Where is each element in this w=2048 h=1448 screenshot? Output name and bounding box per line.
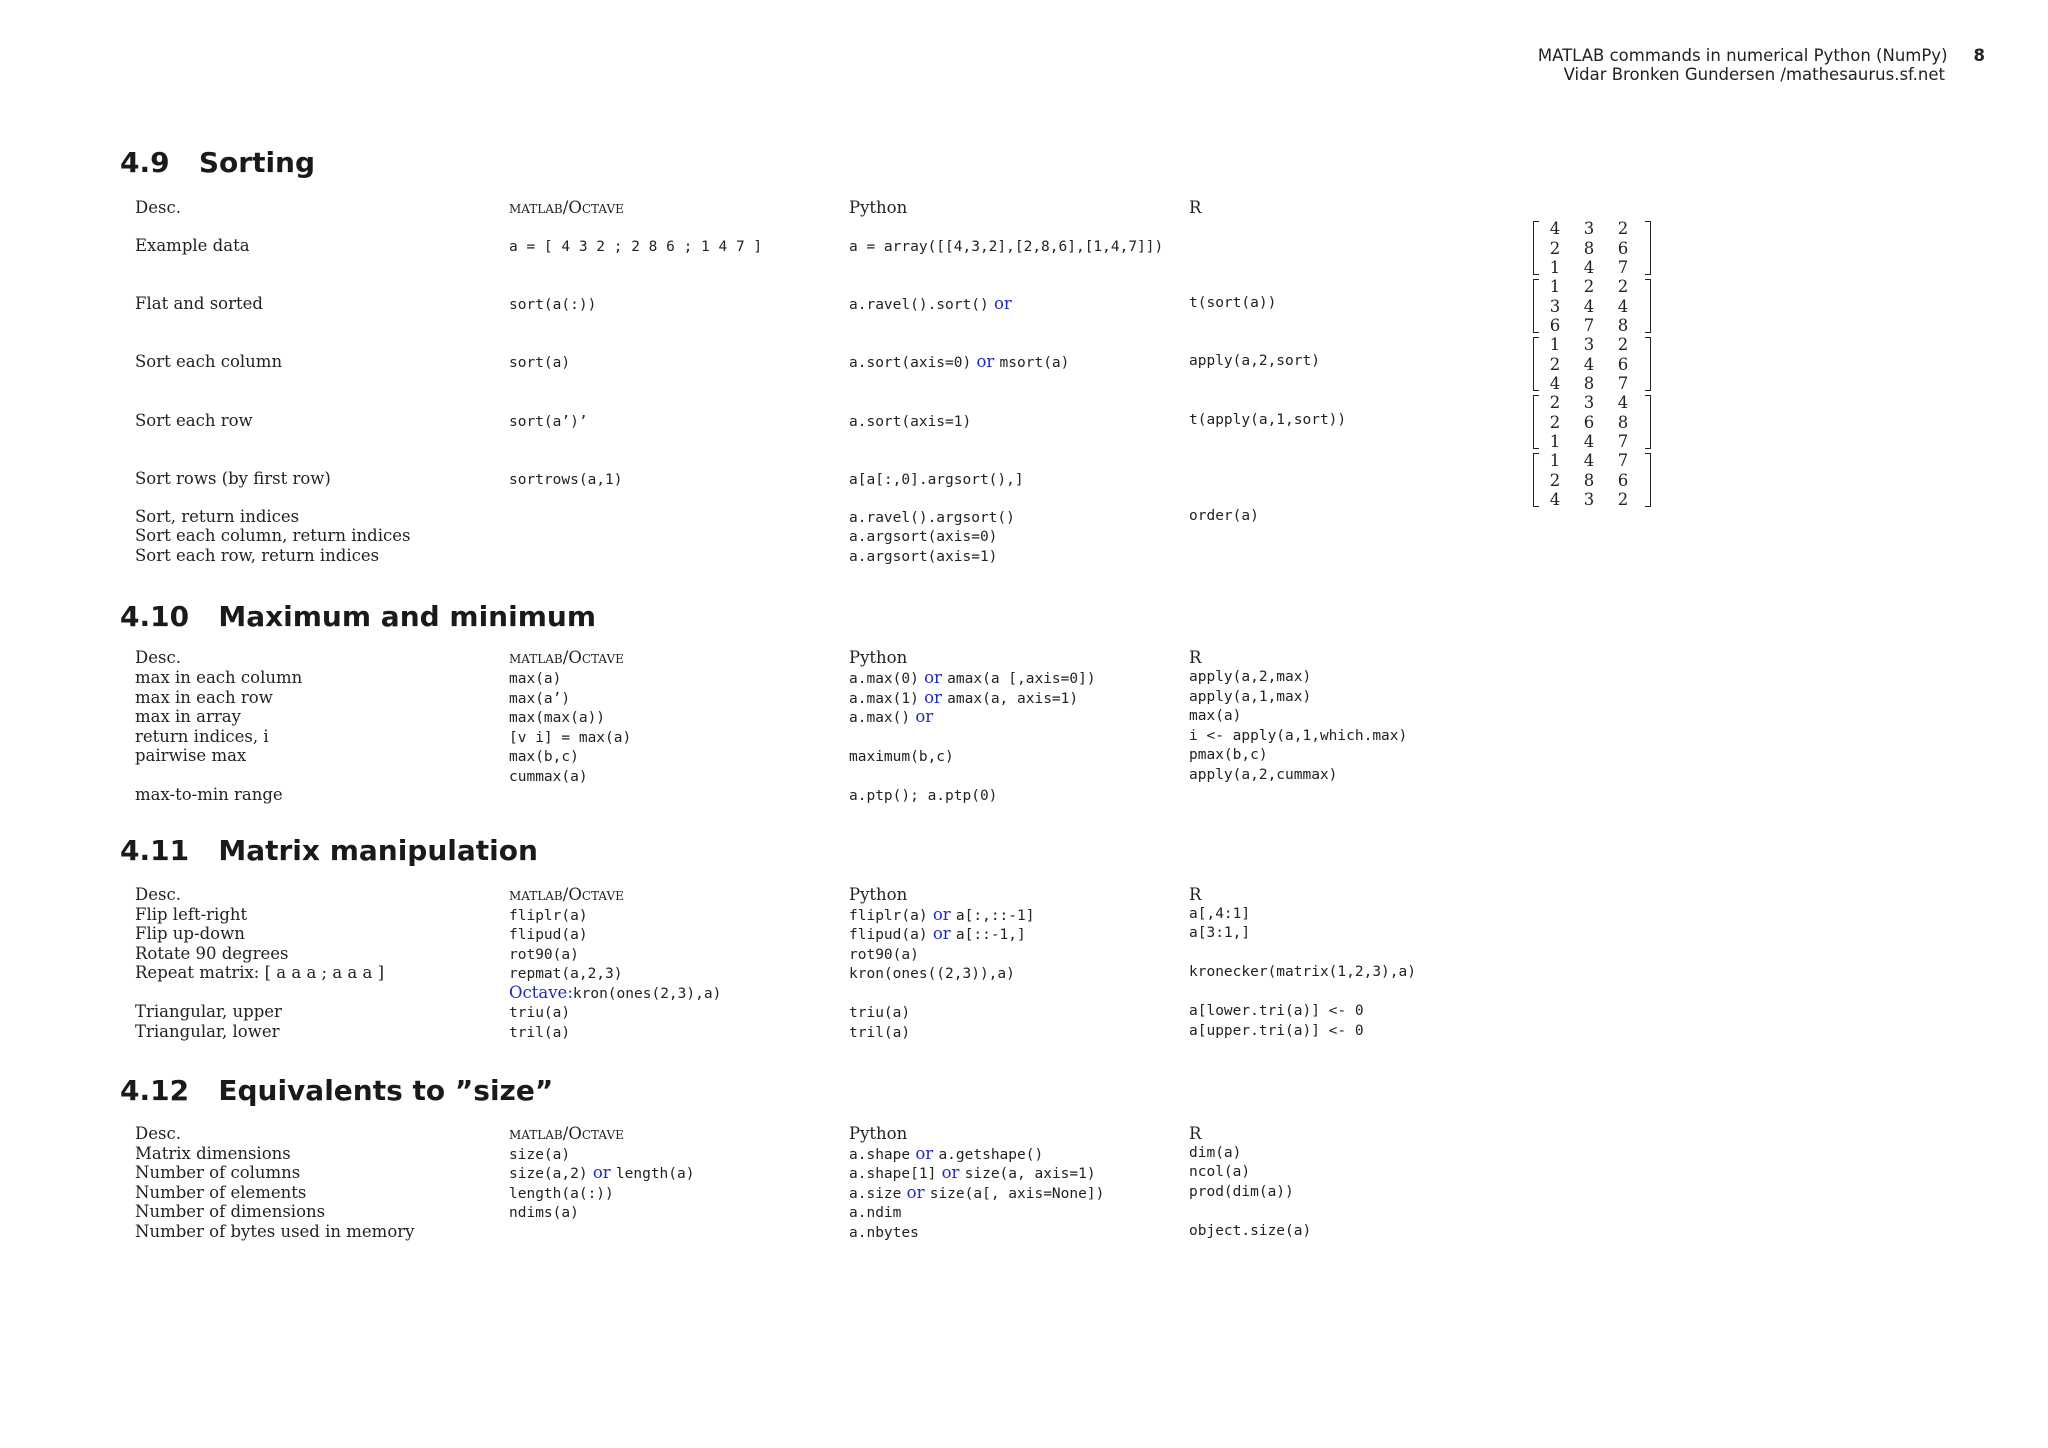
left-bracket (1533, 395, 1539, 449)
row-description: return indices, i (135, 727, 269, 746)
r-command: a[3:1,] (1189, 925, 1251, 941)
left-bracket (1533, 221, 1539, 275)
matrix-cell: 7 (1583, 316, 1595, 335)
matlab-code: sortrows(a,1) (509, 472, 623, 488)
section-title: Maximum and minimum (218, 600, 597, 633)
matlab-code: flipud(a) (509, 927, 588, 943)
r-command: a[lower.tri(a)] <- 0 (1189, 1003, 1364, 1019)
matrix-cell: 2 (1549, 393, 1561, 412)
row-description: Flat and sorted (135, 294, 263, 313)
python-command (849, 469, 1024, 491)
r-command: pmax(b,c) (1189, 747, 1268, 763)
matlab-code: kron(ones(2,3),a) (572, 986, 722, 1002)
matrix-cell: 3 (1583, 490, 1595, 509)
matrix-cell: 2 (1617, 219, 1629, 238)
result-matrix (1533, 219, 1651, 277)
matrix-cell: 1 (1549, 335, 1561, 354)
row-description: Number of dimensions (135, 1202, 326, 1221)
matrix-cell: 4 (1549, 374, 1561, 393)
matrix-cell: 4 (1583, 432, 1595, 451)
right-bracket (1645, 221, 1651, 275)
matrix-row (1545, 297, 1635, 317)
r-command: i <- apply(a,1,which.max) (1189, 728, 1408, 744)
matrix-row (1545, 355, 1635, 375)
python-code: kron(ones((2,3)),a) (849, 966, 1015, 982)
section-heading (120, 834, 538, 868)
matlab-code: max(a) (509, 671, 562, 687)
matrix-cell: 8 (1583, 238, 1595, 258)
matrix-cell: 2 (1549, 354, 1561, 374)
col-header-desc: Desc. (135, 1124, 181, 1143)
matlab-command (509, 411, 588, 433)
row-description: Sort each column (135, 352, 283, 371)
matlab-command (509, 1022, 570, 1044)
col-header-python: Python (849, 885, 908, 904)
python-code: a.shape[1] (849, 1166, 937, 1182)
matlab-code: max(max(a)) (509, 710, 606, 726)
col-header-r: R (1189, 885, 1202, 904)
python-code: a.max(1) (849, 691, 919, 707)
header-author: Vidar Bronken Gundersen /mathesaurus.sf.net (1563, 65, 1945, 84)
col-header-desc: Desc. (135, 198, 181, 217)
row-description: Sort rows (by first row) (135, 469, 331, 488)
right-bracket (1645, 279, 1651, 333)
r-command: a[upper.tri(a)] <- 0 (1189, 1023, 1364, 1039)
matlab-code: sort(a(:)) (509, 297, 597, 313)
col-header-matlab: matlab/Octave (509, 198, 624, 217)
matlab-code: cummax(a) (509, 769, 588, 785)
python-code: a = array([[4,3,2],[2,8,6],[1,4,7]]) (849, 239, 1164, 255)
left-bracket (1533, 337, 1539, 391)
matrix-row (1545, 432, 1635, 452)
row-description: Sort, return indices (135, 507, 300, 526)
col-header-python: Python (849, 1124, 908, 1143)
col-header-r: R (1189, 648, 1202, 667)
section-4-9 (120, 146, 1347, 565)
matlab-code-alt: length(a) (615, 1166, 695, 1182)
or-label: or (932, 905, 951, 924)
matrix-cell: 3 (1583, 219, 1595, 238)
matlab-code: size(a) (509, 1147, 571, 1163)
python-command (849, 924, 1026, 946)
row-description: Example data (135, 236, 250, 255)
matrix-cell: 2 (1549, 238, 1561, 258)
col-header-matlab: matlab/Octave (509, 885, 624, 904)
python-code: triu(a) (849, 1005, 911, 1021)
row-description: pairwise max (135, 746, 247, 765)
matrix-cell: 6 (1617, 354, 1629, 374)
python-code-alt: a.getshape() (938, 1147, 1044, 1163)
matrix-cell: 6 (1617, 238, 1629, 258)
matrix-cell: 4 (1583, 451, 1595, 470)
matrix-cell: 1 (1549, 277, 1561, 296)
matrix-cell: 8 (1583, 374, 1595, 393)
matrix-cell: 1 (1549, 258, 1561, 277)
matrix-cell: 6 (1617, 470, 1629, 490)
page-header (1538, 46, 1985, 84)
python-code-alt: amax(a [,axis=0]) (947, 671, 1096, 687)
matlab-command (509, 1163, 694, 1185)
r-command: dim(a) (1189, 1145, 1242, 1161)
matrix-cell: 2 (1617, 277, 1629, 296)
matrix-cell: 3 (1583, 335, 1595, 354)
python-command (849, 236, 1163, 258)
row-description: Repeat matrix: [ a a a ; a a a ] (135, 963, 385, 982)
matlab-command (509, 766, 588, 788)
matrix-cell: 2 (1549, 412, 1561, 432)
matlab-code: sort(a’)’ (509, 414, 588, 430)
matlab-code: ndims(a) (509, 1205, 579, 1221)
python-command (849, 526, 997, 548)
matrix-cell: 4 (1549, 490, 1561, 509)
result-matrix (1533, 393, 1651, 451)
matrix-cell: 6 (1549, 316, 1561, 335)
python-command (849, 746, 954, 768)
python-command (849, 785, 997, 807)
matrix-cell: 4 (1583, 354, 1595, 374)
matlab-code: sort(a) (509, 355, 571, 371)
row-description: Sort each row, return indices (135, 546, 380, 565)
matrix-cell: 2 (1549, 470, 1561, 490)
matrix-row (1545, 451, 1635, 471)
or-label: or (932, 924, 951, 943)
matrix-cell: 4 (1583, 296, 1595, 316)
matrix-cell: 7 (1617, 451, 1629, 470)
matlab-code: repmat(a,2,3) (509, 966, 623, 982)
python-code: a.shape (849, 1147, 911, 1163)
matrix-cell: 7 (1617, 374, 1629, 393)
matlab-command (509, 469, 623, 491)
col-header-python: Python (849, 198, 908, 217)
python-code: a.ravel().argsort() (849, 510, 1015, 526)
or-label: or (915, 1144, 934, 1163)
col-header-matlab: matlab/Octave (509, 648, 624, 667)
octave-label: Octave: (509, 983, 573, 1002)
section-title: Matrix manipulation (218, 834, 538, 867)
python-command (849, 294, 1012, 316)
r-command: kronecker(matrix(1,2,3),a) (1189, 964, 1416, 980)
or-label: or (592, 1163, 611, 1182)
python-code: maximum(b,c) (849, 749, 954, 765)
matlab-code: fliplr(a) (509, 908, 588, 924)
row-description: Number of bytes used in memory (135, 1222, 415, 1241)
section-number: 4.9 (120, 146, 170, 179)
or-label: or (915, 707, 934, 726)
row-description: Flip left-right (135, 905, 248, 924)
or-label: or (976, 352, 995, 371)
r-command: t(apply(a,1,sort)) (1189, 412, 1347, 428)
result-matrix (1533, 451, 1651, 509)
python-code: a.nbytes (849, 1225, 919, 1241)
row-description: Matrix dimensions (135, 1144, 291, 1163)
col-header-matlab: matlab/Octave (509, 1124, 624, 1143)
python-command (849, 1002, 910, 1024)
row-description: Sort each row (135, 411, 253, 430)
python-command (849, 411, 971, 433)
matlab-command (509, 963, 623, 985)
col-header-r: R (1189, 198, 1202, 217)
sort-result-matrices (1533, 219, 1651, 509)
matrix-row (1545, 471, 1635, 491)
or-label: or (906, 1183, 925, 1202)
section-heading (120, 1074, 553, 1108)
right-bracket (1645, 453, 1651, 507)
matrix-cell: 2 (1617, 490, 1629, 509)
section-title: Equivalents to ”size” (218, 1074, 554, 1107)
matrix-cell: 4 (1549, 219, 1561, 238)
python-code: rot90(a) (849, 947, 919, 963)
python-command (849, 707, 933, 729)
python-code: a.ptp(); a.ptp(0) (849, 788, 998, 804)
matrix-cell: 2 (1617, 335, 1629, 354)
section-4-10 (120, 600, 1408, 804)
row-description: Triangular, lower (135, 1022, 280, 1041)
matrix-cell: 8 (1583, 470, 1595, 490)
matrix-row (1545, 239, 1635, 259)
row-description: Flip up-down (135, 924, 245, 943)
matlab-command (509, 668, 561, 690)
r-command: ncol(a) (1189, 1164, 1251, 1180)
python-code: a[a[:,0].argsort(),] (849, 472, 1024, 488)
matrix-row (1545, 277, 1635, 297)
result-matrix (1533, 277, 1651, 335)
matlab-command (509, 1002, 570, 1024)
matlab-code: [v i] = max(a) (509, 730, 632, 746)
matrix-cell: 3 (1549, 296, 1561, 316)
python-code: a.max() (849, 710, 911, 726)
matlab-code: tril(a) (509, 1025, 571, 1041)
matlab-code: rot90(a) (509, 947, 579, 963)
python-code: a.ravel().sort() (849, 297, 989, 313)
section-4-11 (120, 834, 1416, 1041)
python-code-alt: size(a, axis=1) (964, 1166, 1096, 1182)
matlab-code: max(b,c) (509, 749, 579, 765)
python-code: a.sort(axis=0) (849, 355, 972, 371)
r-command: object.size(a) (1189, 1223, 1312, 1239)
python-command (849, 668, 1096, 690)
python-command (849, 1163, 1096, 1185)
matrix-cell: 4 (1583, 258, 1595, 277)
python-code: a.size (849, 1186, 902, 1202)
result-matrix (1533, 335, 1651, 393)
python-command (849, 546, 997, 568)
right-bracket (1645, 337, 1651, 391)
r-command: a[,4:1] (1189, 906, 1251, 922)
matrix-cell: 6 (1583, 412, 1595, 432)
matlab-command (509, 236, 762, 258)
python-command (849, 1202, 901, 1224)
col-header-python: Python (849, 648, 908, 667)
row-description: max in each row (135, 688, 273, 707)
row-description: Number of columns (135, 1163, 301, 1182)
matrix-cell: 4 (1617, 296, 1629, 316)
page-number: 8 (1973, 46, 1985, 65)
col-header-desc: Desc. (135, 885, 181, 904)
python-code-alt: a[::-1,] (955, 927, 1026, 943)
python-code: flipud(a) (849, 927, 928, 943)
right-bracket (1645, 395, 1651, 449)
matrix-cell: 1 (1549, 432, 1561, 451)
r-command: t(sort(a)) (1189, 295, 1277, 311)
matrix-row (1545, 393, 1635, 413)
matlab-code: length(a(:)) (509, 1186, 614, 1202)
matlab-command (509, 924, 588, 946)
row-description: Number of elements (135, 1183, 307, 1202)
matrix-row (1545, 316, 1635, 336)
matlab-code: max(a’) (509, 691, 571, 707)
matrix-cell: 7 (1617, 432, 1629, 451)
matrix-row (1545, 413, 1635, 433)
matrix-row (1545, 258, 1635, 278)
matrix-row (1545, 490, 1635, 510)
matrix-cell: 4 (1617, 393, 1629, 412)
header-title: MATLAB commands in numerical Python (NumPy) (1537, 46, 1948, 65)
python-code-alt: a[:,::-1] (955, 908, 1035, 924)
matrix-cell: 1 (1549, 451, 1561, 470)
matrix-row (1545, 374, 1635, 394)
col-header-r: R (1189, 1124, 1202, 1143)
section-number: 4.10 (120, 600, 190, 633)
matlab-command (509, 707, 605, 729)
python-code: a.sort(axis=1) (849, 414, 972, 430)
python-code: a.argsort(axis=1) (849, 549, 998, 565)
or-label: or (924, 688, 942, 707)
python-code-alt: msort(a) (999, 355, 1070, 371)
r-command: apply(a,2,max) (1189, 669, 1312, 685)
or-label: or (941, 1163, 960, 1182)
matlab-code: a = [ 4 3 2 ; 2 8 6 ; 1 4 7 ] (509, 239, 763, 255)
matlab-code: size(a,2) (509, 1166, 588, 1182)
python-code: a.ndim (849, 1205, 902, 1221)
r-command: apply(a,2,cummax) (1189, 767, 1338, 783)
python-code: tril(a) (849, 1025, 911, 1041)
row-description: Rotate 90 degrees (135, 944, 289, 963)
python-code-alt: amax(a, axis=1) (947, 691, 1079, 707)
or-label: or (924, 668, 942, 687)
row-description: Sort each column, return indices (135, 526, 411, 545)
section-title: Sorting (198, 146, 316, 179)
r-command: max(a) (1189, 708, 1242, 724)
matrix-cell: 2 (1583, 277, 1595, 296)
section-heading (120, 146, 315, 180)
section-4-12 (120, 1074, 1312, 1241)
python-code-alt: size(a[, axis=None]) (929, 1186, 1105, 1202)
matlab-code: triu(a) (509, 1005, 571, 1021)
matrix-row (1545, 219, 1635, 239)
matlab-command (509, 352, 570, 374)
section-number: 4.11 (120, 834, 190, 867)
r-command: order(a) (1189, 508, 1259, 524)
python-command (849, 1222, 919, 1244)
matrix-cell: 8 (1617, 316, 1629, 335)
row-description: max in each column (135, 668, 303, 687)
python-code: a.argsort(axis=0) (849, 529, 998, 545)
python-code: fliplr(a) (849, 908, 928, 924)
row-description: max-to-min range (135, 785, 283, 804)
r-command: apply(a,2,sort) (1189, 353, 1320, 369)
matlab-command (509, 1202, 579, 1224)
row-description: max in array (135, 707, 241, 726)
python-command (849, 963, 1015, 985)
matlab-command (509, 294, 596, 316)
python-code: a.max(0) (849, 671, 919, 687)
r-command: apply(a,1,max) (1189, 689, 1312, 705)
matrix-cell: 8 (1617, 412, 1629, 432)
python-command (849, 1022, 910, 1044)
row-description: Triangular, upper (135, 1002, 282, 1021)
matrix-cell: 7 (1617, 258, 1629, 277)
col-header-desc: Desc. (135, 648, 181, 667)
section-number: 4.12 (120, 1074, 190, 1107)
or-label: or (993, 294, 1012, 313)
matrix-row (1545, 335, 1635, 355)
matrix-cell: 3 (1583, 393, 1595, 412)
left-bracket (1533, 453, 1539, 507)
section-heading (120, 600, 596, 634)
r-command: prod(dim(a)) (1189, 1184, 1294, 1200)
matlab-command (509, 746, 579, 768)
left-bracket (1533, 279, 1539, 333)
python-command (849, 352, 1069, 374)
